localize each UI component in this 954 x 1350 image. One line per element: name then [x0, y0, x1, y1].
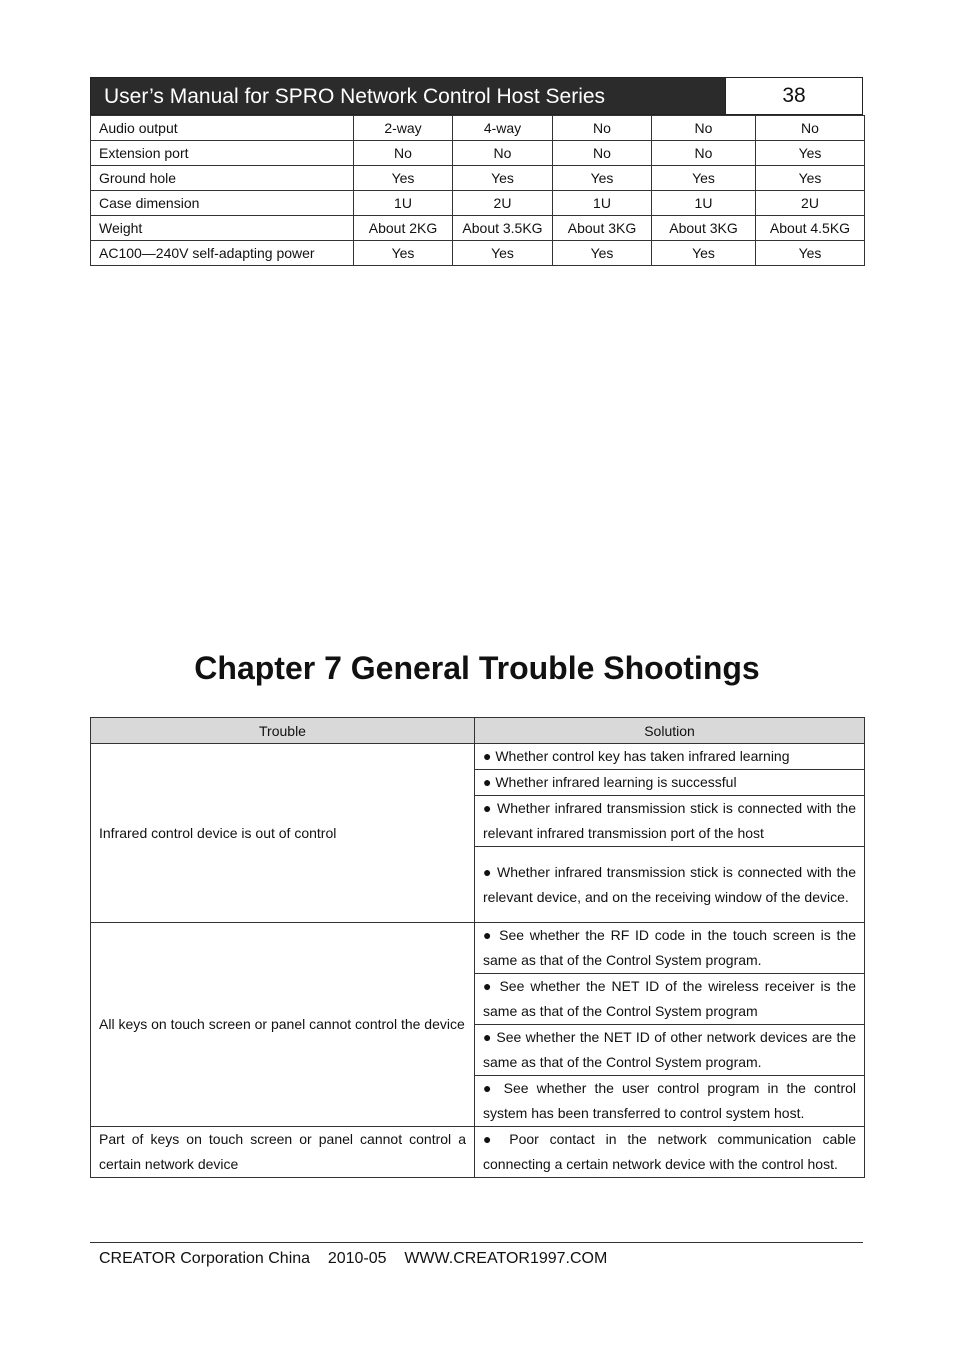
spec-value: 2U	[453, 191, 553, 216]
spec-value: About 4.5KG	[756, 216, 865, 241]
spec-value: 1U	[652, 191, 756, 216]
spec-row	[91, 216, 865, 241]
spec-value: 1U	[553, 191, 652, 216]
solution-cell: ● Whether control key has taken infrared learning	[475, 744, 865, 770]
spec-row	[91, 166, 865, 191]
spec-value: No	[354, 141, 453, 166]
spec-value: About 3.5KG	[453, 216, 553, 241]
solution-cell: ● Poor contact in the network communication cable connecting a certain network device with the control host.	[475, 1127, 865, 1178]
spec-row	[91, 116, 865, 141]
spec-label: Audio output	[91, 116, 354, 141]
spec-value: No	[453, 141, 553, 166]
solution-cell: ● See whether the user control program in the control system has been transferred to control system host.	[475, 1076, 865, 1127]
spec-value: Yes	[652, 166, 756, 191]
footer-divider	[90, 1242, 863, 1243]
trouble-table-header	[91, 718, 865, 744]
trouble-cell: Part of keys on touch screen or panel cannot control a certain network device	[91, 1127, 475, 1178]
spec-value: Yes	[553, 241, 652, 266]
spec-label: Extension port	[91, 141, 354, 166]
solution-cell: ● See whether the NET ID of other network devices are the same as that of the Control System program.	[475, 1025, 865, 1076]
spec-value: No	[652, 116, 756, 141]
trouble-row	[91, 1127, 865, 1178]
trouble-header: Trouble	[91, 718, 475, 744]
solution-header: Solution	[475, 718, 865, 744]
trouble-cell: All keys on touch screen or panel cannot control the device	[91, 923, 475, 1127]
footer-website: WWW.CREATOR1997.COM	[404, 1250, 608, 1267]
spec-value: No	[756, 116, 865, 141]
spec-label: Weight	[91, 216, 354, 241]
spec-value: About 3KG	[553, 216, 652, 241]
spec-value: Yes	[354, 241, 453, 266]
spec-value: 2U	[756, 191, 865, 216]
page-header	[90, 77, 863, 115]
spec-value: About 2KG	[354, 216, 453, 241]
trouble-cell: Infrared control device is out of control	[91, 744, 475, 923]
spec-value: 2-way	[354, 116, 453, 141]
spec-value: Yes	[553, 166, 652, 191]
spec-label: AC100—240V self-adapting power	[91, 241, 354, 266]
spec-value: No	[553, 141, 652, 166]
trouble-row	[91, 744, 865, 770]
solution-cell: ● Whether infrared learning is successful	[475, 770, 865, 796]
spec-value: No	[652, 141, 756, 166]
spec-value: Yes	[453, 166, 553, 191]
spec-label: Ground hole	[91, 166, 354, 191]
solution-cell: ● Whether infrared transmission stick is connected with the relevant device, and on the receiving window of the device.	[475, 847, 865, 923]
spec-table	[90, 115, 865, 266]
footer-company: CREATOR Corporation China	[99, 1250, 311, 1267]
spec-row	[91, 191, 865, 216]
spec-value: 1U	[354, 191, 453, 216]
spec-value: 4-way	[453, 116, 553, 141]
spec-value: Yes	[756, 141, 865, 166]
spec-row	[91, 241, 865, 266]
spec-value: About 3KG	[652, 216, 756, 241]
solution-cell: ● See whether the RF ID code in the touch screen is the same as that of the Control System program.	[475, 923, 865, 974]
page-number: 38	[725, 78, 862, 114]
page-footer	[99, 1250, 607, 1268]
spec-value: No	[553, 116, 652, 141]
spec-row	[91, 141, 865, 166]
spec-value: Yes	[453, 241, 553, 266]
spec-value: Yes	[756, 166, 865, 191]
spec-value: Yes	[652, 241, 756, 266]
solution-cell: ● See whether the NET ID of the wireless receiver is the same as that of the Control System program	[475, 974, 865, 1025]
trouble-table	[90, 717, 865, 1178]
footer-date: 2010-05	[327, 1250, 387, 1267]
spec-label: Case dimension	[91, 191, 354, 216]
solution-cell: ● Whether infrared transmission stick is connected with the relevant infrared transmission port of the host	[475, 796, 865, 847]
spec-value: Yes	[756, 241, 865, 266]
trouble-row	[91, 923, 865, 974]
chapter-title: Chapter 7 General Trouble Shootings	[194, 650, 760, 686]
spec-value: Yes	[354, 166, 453, 191]
manual-title: User’s Manual for SPRO Network Control Host Series	[91, 78, 725, 114]
